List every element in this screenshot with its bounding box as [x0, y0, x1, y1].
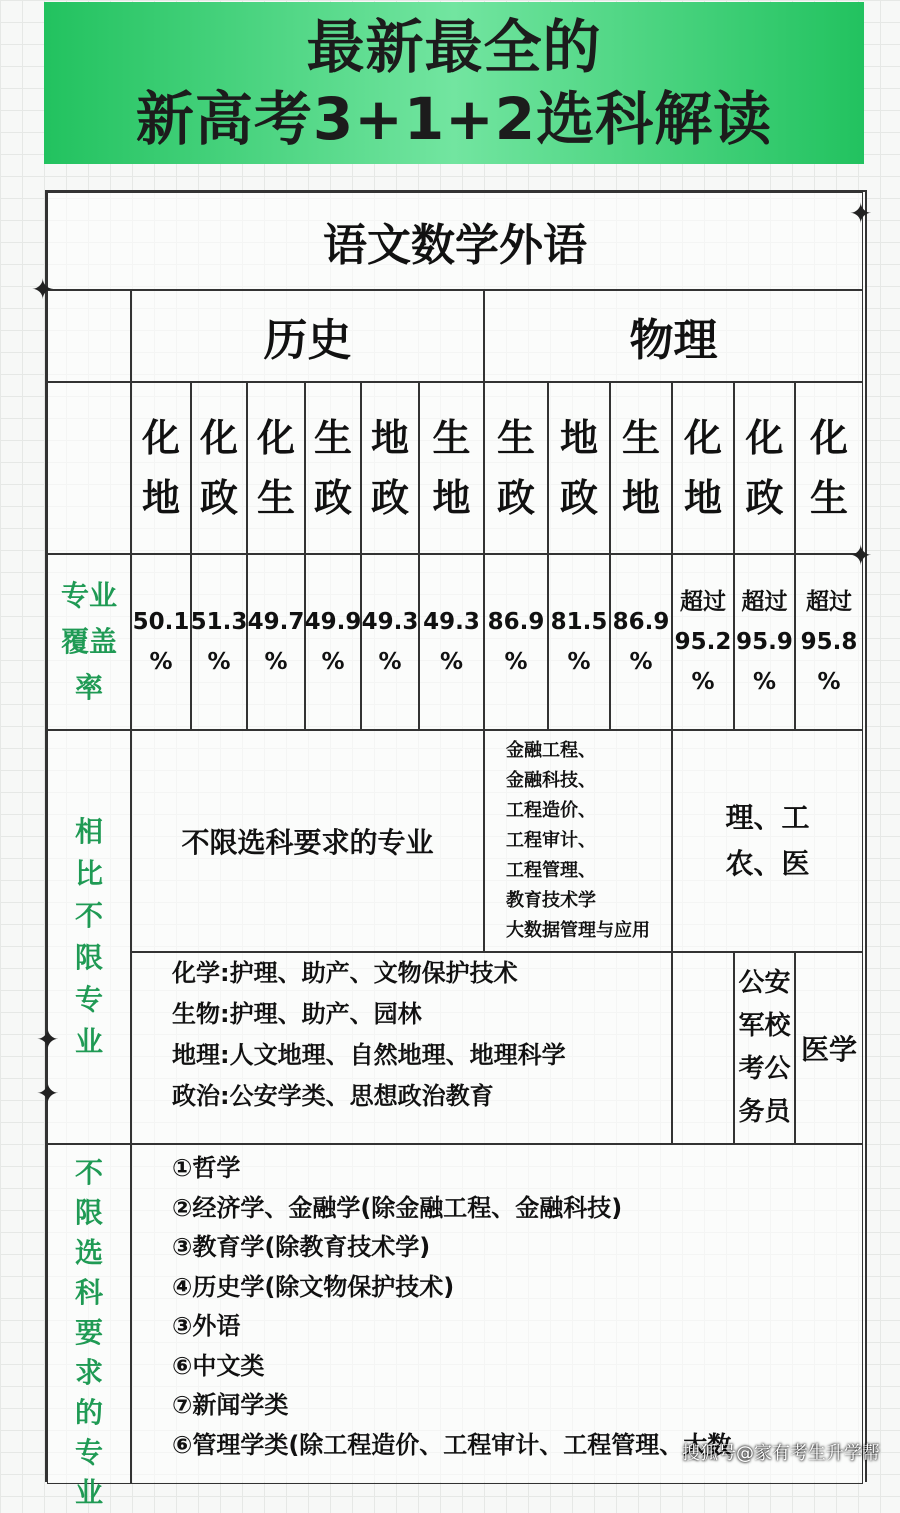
coverage-unit: %	[264, 649, 288, 675]
coverage-value: 50.1	[132, 609, 190, 635]
coverage-cell	[361, 554, 419, 730]
coverage-cell	[247, 554, 305, 730]
unrestricted-item: ⑥管理学类(除工程造价、工程审计、工程管理、大数	[172, 1430, 732, 1459]
subject-combo: 生政	[496, 416, 535, 520]
coverage-value: 49.3	[361, 609, 419, 635]
unrestricted-label: 不限选科要求的专业	[74, 1156, 103, 1509]
unrestricted-item: ④历史学(除文物保护技术)	[172, 1272, 455, 1301]
sparkle-icon: ✦	[849, 539, 873, 572]
core-subjects-header: 语文数学外语	[47, 192, 863, 290]
physics-major-item: 大数据管理与应用	[506, 920, 650, 941]
physics-major-item: 工程审计、	[506, 830, 596, 851]
unrestricted-item: ③外语	[172, 1312, 241, 1340]
group-history: 历史	[131, 290, 484, 382]
relative-label-cell	[47, 730, 131, 1144]
subject-combo-cell	[672, 382, 734, 554]
subject-combo: 生地	[621, 416, 660, 520]
subject-combo: 化生	[256, 416, 295, 520]
subject-combo-cell	[419, 382, 484, 554]
relative-label: 相比不限专业	[74, 815, 103, 1058]
subject-combo: 化地	[683, 416, 722, 520]
coverage-unit: %	[691, 669, 715, 695]
subject-combo-cell	[305, 382, 361, 554]
coverage-label: 专业覆盖率	[60, 579, 117, 704]
physics-list	[506, 736, 650, 946]
subject-combo-cell	[610, 382, 672, 554]
coverage-cell	[610, 554, 672, 730]
combo-label-empty	[47, 382, 131, 554]
medicine-cell: 医学	[795, 952, 863, 1144]
coverage-cell	[305, 554, 361, 730]
coverage-unit: %	[321, 649, 345, 675]
coverage-value: 49.7	[247, 609, 305, 635]
unrestricted-label-cell	[47, 1144, 131, 1509]
coverage-cell	[131, 554, 191, 730]
subject-combo: 地政	[370, 416, 409, 520]
subject-requirements	[131, 952, 672, 1144]
coverage-unit: %	[817, 669, 841, 695]
sparkle-icon: ✦	[31, 273, 55, 306]
unrestricted-item: ⑥中文类	[172, 1351, 265, 1380]
sparkle-icon: ✦	[849, 197, 873, 230]
coverage-cell	[795, 554, 863, 730]
coverage-unit: %	[439, 649, 464, 675]
unrestricted-list	[131, 1144, 863, 1484]
coverage-cell	[419, 554, 484, 730]
subject-combo: 生地	[432, 416, 471, 520]
subject-combo-cell	[361, 382, 419, 554]
coverage-unit: %	[207, 649, 231, 675]
physics-right-line-2: 农、医	[725, 847, 810, 880]
title-banner	[44, 2, 864, 164]
coverage-unit: %	[149, 649, 173, 675]
subject-line: 生物:护理、助产、园林	[172, 1000, 422, 1028]
coverage-cell	[734, 554, 795, 730]
coverage-value: 81.5	[550, 609, 608, 635]
selection-table	[45, 190, 867, 1509]
police-cell	[734, 952, 795, 1144]
watermark: 搜狐号@家有考生升学帮	[682, 1443, 880, 1464]
unrestricted-item: ③教育学(除教育技术学)	[172, 1233, 431, 1261]
sparkle-icon: ✦	[36, 1023, 60, 1056]
subject-line: 化学:护理、助产、文物保护技术	[172, 959, 518, 987]
subject-combo-cell	[548, 382, 610, 554]
police-text: 公安军校考公务员	[738, 968, 791, 1127]
subject-combo: 生政	[313, 416, 352, 520]
coverage-unit: %	[752, 669, 777, 695]
coverage-value: 49.3	[423, 609, 480, 635]
coverage-value: 95.9	[736, 629, 793, 655]
coverage-cell	[484, 554, 548, 730]
subject-combo-cell	[795, 382, 863, 554]
subject-combo-cell	[734, 382, 795, 554]
subject-combo: 化地	[141, 416, 180, 520]
coverage-unit: %	[504, 649, 528, 675]
coverage-unit: %	[567, 649, 591, 675]
subject-combo-cell	[191, 382, 247, 554]
coverage-label-cell	[47, 554, 131, 730]
subject-combo: 化政	[745, 416, 784, 520]
coverage-cell	[191, 554, 247, 730]
coverage-unit: %	[629, 649, 653, 675]
unrestricted-items	[172, 1149, 731, 1465]
coverage-value: 95.2	[674, 629, 732, 655]
subject-combo: 化政	[199, 416, 238, 520]
physics-right-line-1: 理、工	[725, 801, 810, 834]
coverage-value: 51.3	[190, 609, 248, 635]
title-line-2: 新高考3+1+2选科解读	[135, 85, 773, 153]
unrestricted-item: ①哲学	[172, 1154, 241, 1182]
physics-major-item: 教育技术学	[506, 890, 596, 911]
coverage-cell	[548, 554, 610, 730]
coverage-prefix: 超过	[806, 589, 852, 615]
physics-majors-list	[484, 730, 672, 952]
physics-major-item: 金融工程、	[506, 740, 596, 761]
history-unrestricted-text: 不限选科要求的专业	[131, 730, 484, 952]
coverage-prefix: 超过	[680, 589, 726, 615]
blank-cell	[672, 952, 734, 1144]
subject-combo-cell	[484, 382, 548, 554]
subject-line: 地理:人文地理、自然地理、地理科学	[172, 1041, 566, 1069]
physics-major-item: 金融科技、	[506, 770, 596, 791]
unrestricted-item: ⑦新闻学类	[172, 1391, 289, 1419]
coverage-value: 86.9	[487, 609, 545, 635]
unrestricted-item: ②经济学、金融学(除金融工程、金融科技)	[172, 1193, 623, 1222]
coverage-value: 49.9	[304, 609, 362, 635]
sparkle-icon: ✦	[36, 1077, 60, 1110]
coverage-value: 95.8	[800, 629, 858, 655]
physics-major-item: 工程管理、	[506, 860, 596, 881]
subject-combo-cell	[247, 382, 305, 554]
subject-combo: 地政	[559, 416, 598, 520]
coverage-unit: %	[378, 649, 402, 675]
coverage-prefix: 超过	[741, 589, 788, 615]
physics-major-item: 工程造价、	[506, 800, 596, 821]
physics-right-fields	[672, 730, 863, 952]
subject-combo: 化生	[809, 416, 848, 520]
subject-line: 政治:公安学类、思想政治教育	[172, 1082, 494, 1110]
group-physics: 物理	[484, 290, 863, 382]
corner-cell	[47, 290, 131, 382]
subject-combo-cell	[131, 382, 191, 554]
coverage-cell	[672, 554, 734, 730]
title-line-1: 最新最全的	[306, 13, 602, 81]
coverage-value: 86.9	[612, 609, 670, 635]
